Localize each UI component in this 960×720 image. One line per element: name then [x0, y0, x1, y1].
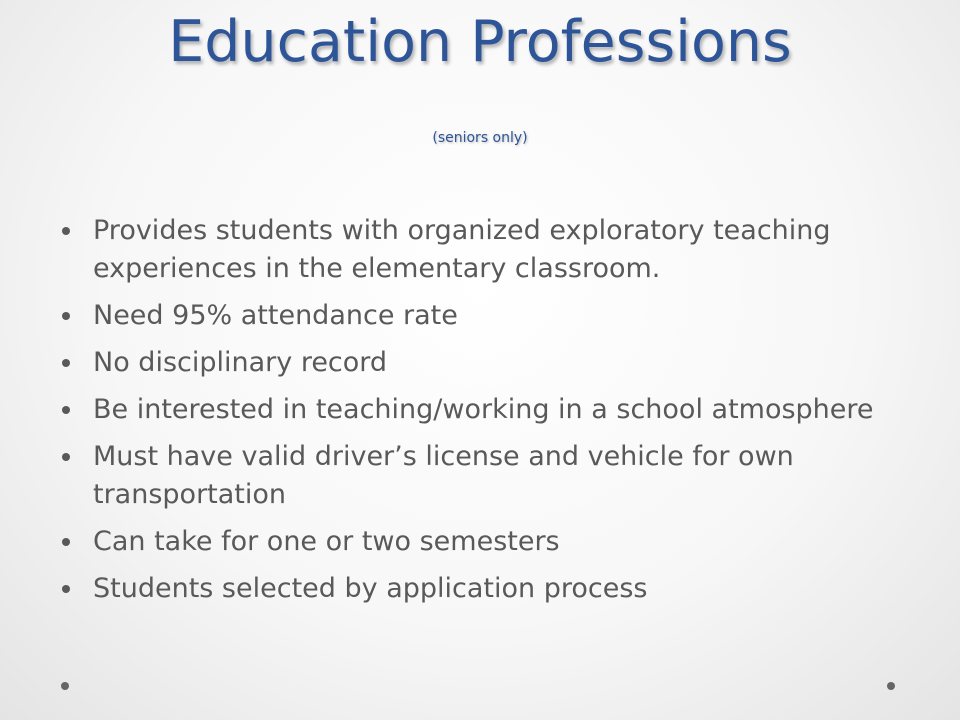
bullet-text: Provides students with organized exploratory teaching experiences in the elementary classroom. [93, 215, 831, 284]
bullet-item [62, 297, 922, 335]
bullet-dot-icon [62, 359, 70, 367]
bullet-dot-icon [62, 538, 70, 546]
decorative-dot-icon [61, 682, 69, 690]
bullet-dot-icon [62, 585, 70, 593]
bullet-item [62, 570, 922, 608]
bullet-list [62, 212, 922, 617]
bullet-item [62, 344, 922, 382]
bullet-dot-icon [62, 227, 70, 235]
bullet-text: Need 95% attendance rate [93, 300, 458, 331]
slide-title: Education Professions [168, 9, 792, 75]
bullet-item [62, 212, 922, 288]
bullet-item [62, 438, 922, 514]
slide-subtitle: (seniors only) [432, 130, 528, 146]
bullet-item [62, 391, 922, 429]
bullet-dot-icon [62, 406, 70, 414]
bullet-dot-icon [62, 453, 70, 461]
bullet-text: Can take for one or two semesters [93, 526, 560, 557]
bullet-text: Be interested in teaching/working in a school atmosphere [93, 394, 874, 425]
decorative-dot-icon [887, 682, 895, 690]
bullet-text: Must have valid driver’s license and vehicle for own transportation [93, 441, 794, 510]
bullet-dot-icon [62, 312, 70, 320]
bullet-text: No disciplinary record [93, 347, 388, 378]
bullet-item [62, 523, 922, 561]
bullet-text: Students selected by application process [93, 573, 648, 604]
